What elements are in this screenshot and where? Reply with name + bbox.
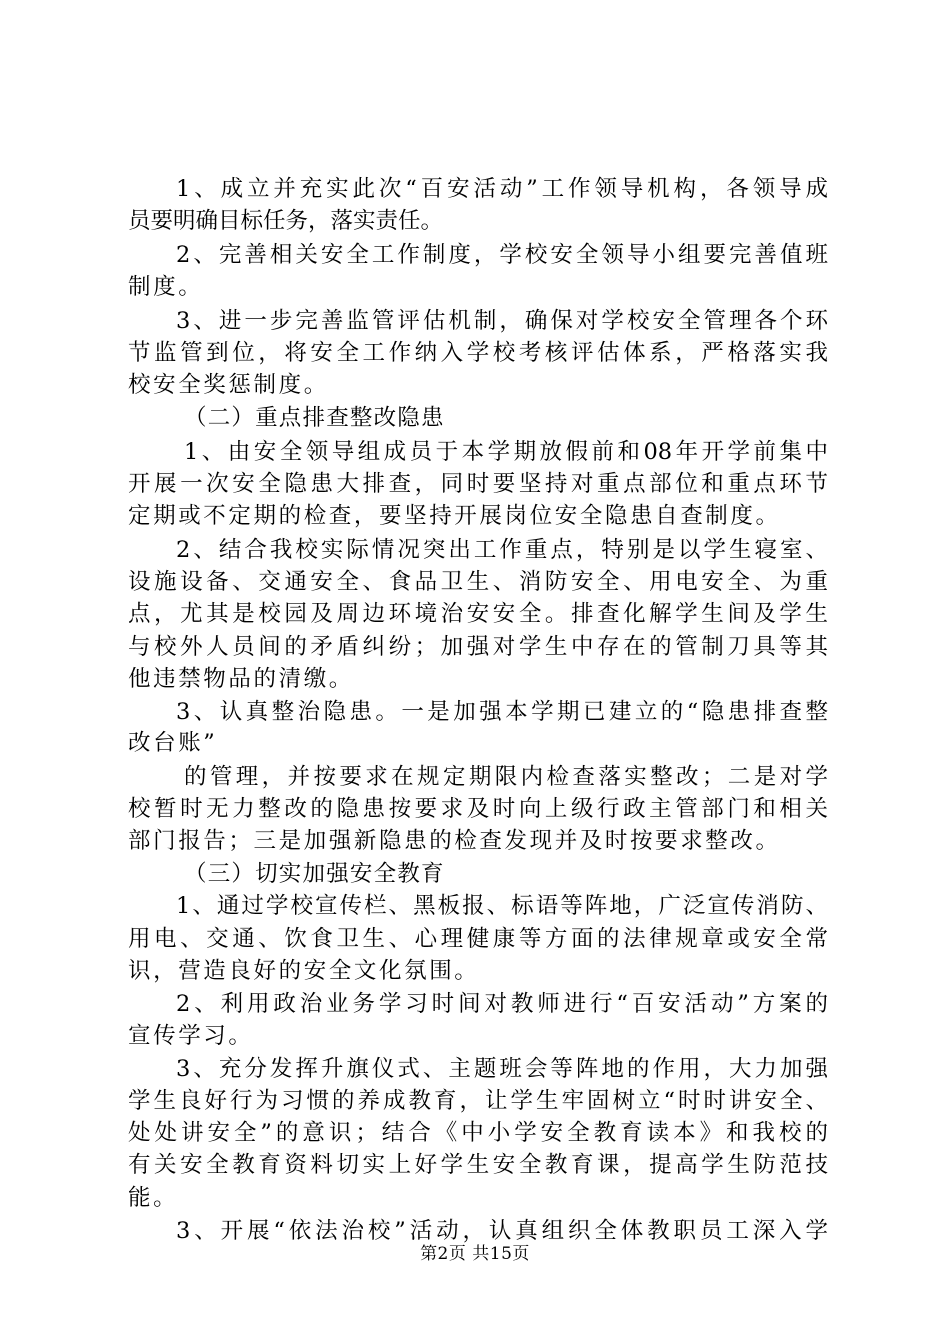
text-line: 1、成立并充实此次“百安活动”工作领导机构，各领导成 bbox=[176, 176, 828, 202]
text-line: 有关安全教育资料切实上好学生安全教育课，提高学生防范技 bbox=[128, 1152, 828, 1178]
text-line: 他违禁物品的清缴。 bbox=[128, 666, 354, 692]
text-line: 1、通过学校宣传栏、黑板报、标语等阵地，广泛宣传消防、 bbox=[176, 893, 828, 919]
text-line: 点，尤其是校园及周边环境治安安全。排查化解学生间及学生 bbox=[128, 601, 828, 627]
text-line: 2、结合我校实际情况突出工作重点，特别是以学生寝室、 bbox=[176, 537, 828, 563]
section-heading: （三）切实加强安全教育 bbox=[184, 861, 445, 887]
text-line: 识，营造良好的安全文化氛围。 bbox=[128, 958, 480, 984]
text-line: 改台账” bbox=[128, 730, 218, 756]
text-line: 3、进一步完善监管评估机制，确保对学校安全管理各个环 bbox=[176, 308, 828, 334]
text-line: 部门报告；三是加强新隐患的检查发现并及时按要求整改。 bbox=[128, 828, 781, 854]
text-line: 3、认真整治隐患。一是加强本学期已建立的“隐患排查整 bbox=[176, 699, 828, 725]
text-line: 2、完善相关安全工作制度，学校安全领导小组要完善值班 bbox=[176, 242, 828, 268]
text-line: 与校外人员间的矛盾纠纷；加强对学生中存在的管制刀具等其 bbox=[128, 634, 828, 660]
text-line: 设施设备、交通安全、食品卫生、消防安全、用电安全、为重 bbox=[128, 569, 828, 595]
section-heading: （二）重点排查整改隐患 bbox=[184, 405, 445, 431]
text-line: 的管理，并按要求在规定期限内检查落实整改；二是对学 bbox=[184, 764, 828, 790]
text-line: 开展一次安全隐患大排查，同时要坚持对重点部位和重点环节 bbox=[128, 471, 828, 497]
text-line: 1、由安全领导组成员于本学期放假前和08年开学前集中 bbox=[184, 439, 828, 465]
text-line: 校暂时无力整改的隐患按要求及时向上级行政主管部门和相关 bbox=[128, 796, 828, 822]
text-line: 2、利用政治业务学习时间对教师进行“百安活动”方案的 bbox=[176, 991, 828, 1017]
text-line: 员要明确目标任务，落实责任。 bbox=[128, 208, 444, 234]
text-line: 学生良好行为习惯的养成教育，让学生牢固树立“时时讲安全、 bbox=[128, 1088, 828, 1114]
text-line: 能。 bbox=[128, 1185, 179, 1211]
text-line: 处处讲安全”的意识；结合《中小学安全教育读本》和我校的 bbox=[128, 1120, 828, 1146]
text-line: 用电、交通、饮食卫生、心理健康等方面的法律规章或安全常 bbox=[128, 926, 828, 952]
text-line: 制度。 bbox=[128, 274, 204, 300]
text-line: 定期或不定期的检查，要坚持开展岗位安全隐患自查制度。 bbox=[128, 503, 781, 529]
text-line: 宣传学习。 bbox=[128, 1023, 254, 1049]
page-number-footer: 第2页 共15页 bbox=[420, 1244, 530, 1264]
text-line: 节监管到位，将安全工作纳入学校考核评估体系，严格落实我 bbox=[128, 340, 828, 366]
text-line: 3、充分发挥升旗仪式、主题班会等阵地的作用，大力加强 bbox=[176, 1056, 828, 1082]
text-line: 3、开展“依法治校”活动，认真组织全体教职员工深入学 bbox=[176, 1218, 828, 1244]
text-line: 校安全奖惩制度。 bbox=[128, 372, 329, 398]
